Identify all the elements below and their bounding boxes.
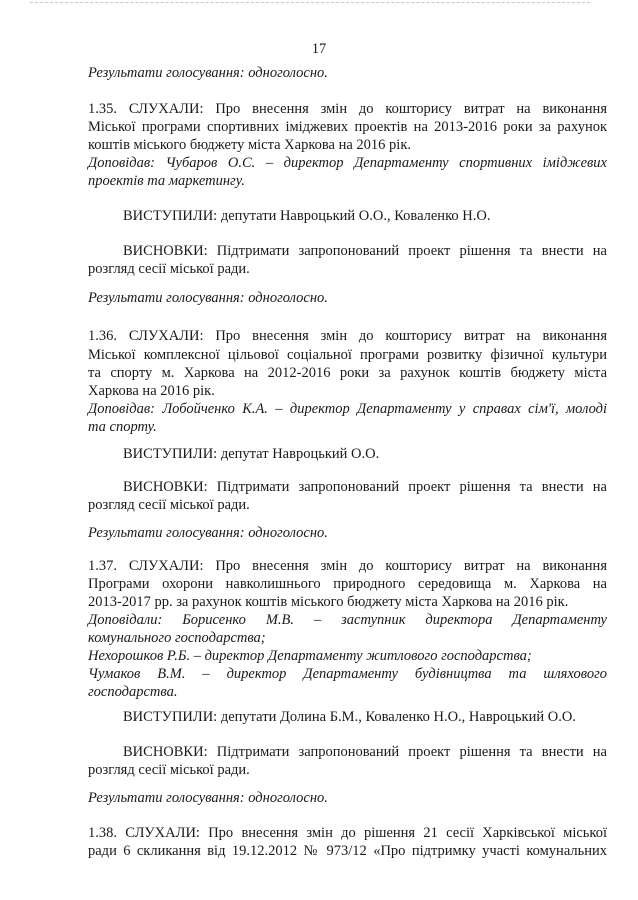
- speaker-1-35-line-2: проектів та маркетингу.: [88, 173, 245, 189]
- speaker-1-37-line-5: господарства.: [88, 684, 178, 700]
- speaker-1-37-line-3: Нехорошков Р.Б. – директор Департаменту житлового господарства;: [88, 648, 532, 664]
- heard-1-36-line-1: 1.36. СЛУХАЛИ: Про внесення змін до кошторису витрат на виконання: [88, 328, 607, 344]
- heard-1-35-line-3: коштів міського бюджету міста Харкова на 2016 рік.: [88, 137, 412, 153]
- heard-1-38-line-1: 1.38. СЛУХАЛИ: Про внесення змін до рішення 21 сесії Харківської міської: [88, 825, 607, 841]
- speaker-1-37-line-1: Доповідали: Борисенко М.В. – заступник директора Департаменту: [88, 612, 607, 628]
- voting-result-1-37: Результати голосування: одноголосно.: [88, 790, 328, 806]
- heard-1-37-line-2: Програми охорони навколишнього природного середовища м. Харкова на: [88, 576, 607, 592]
- speaker-1-36-line-2: та спорту.: [88, 419, 157, 435]
- heard-1-36-line-3: та спорту м. Харкова на 2012-2016 роки за рахунок коштів бюджету міста: [88, 365, 607, 381]
- conclusions-1-37-line-2: розгляд сесії міської ради.: [88, 762, 250, 778]
- heard-1-36-line-4: Харкова на 2016 рік.: [88, 383, 215, 399]
- conclusions-1-36-line-1: ВИСНОВКИ: Підтримати запропонований проект рішення та внести на: [123, 479, 607, 495]
- voting-result-1-36: Результати голосування: одноголосно.: [88, 525, 328, 541]
- heard-1-37-line-3: 2013-2017 рр. за рахунок коштів міського бюджету міста Харкова на 2016 рік.: [88, 594, 569, 610]
- spoke-1-36: ВИСТУПИЛИ: депутат Навроцький О.О.: [123, 446, 380, 462]
- speaker-1-36-line-1: Доповідав: Лобойченко К.А. – директор Департаменту у справах сім'ї, молоді: [88, 401, 607, 417]
- speaker-1-35-line-1: Доповідав: Чубаров О.С. – директор Департаменту спортивних іміджевих: [88, 155, 607, 171]
- voting-result-1-35: Результати голосування: одноголосно.: [88, 290, 328, 306]
- heard-1-36-line-2: Міської комплексної цільової соціальної програми розвитку фізичної культури: [88, 347, 607, 363]
- heard-1-38-line-2: ради 6 скликання від 19.12.2012 № 973/12 «Про підтримку участі комунальних: [88, 843, 607, 859]
- conclusions-1-35-line-1: ВИСНОВКИ: Підтримати запропонований проект рішення та внести на: [123, 243, 607, 259]
- spoke-1-35: ВИСТУПИЛИ: депутати Навроцький О.О., Коваленко Н.О.: [123, 208, 491, 224]
- conclusions-1-37-line-1: ВИСНОВКИ: Підтримати запропонований проект рішення та внести на: [123, 744, 607, 760]
- speaker-1-37-line-4: Чумаков В.М. – директор Департаменту будівництва та шляхового: [88, 666, 607, 682]
- scan-edge-divider: [30, 2, 590, 3]
- voting-result-1-34: Результати голосування: одноголосно.: [88, 65, 328, 81]
- heard-1-35-line-2: Міської програми спортивних іміджевих проектів на 2013-2016 роки за рахунок: [88, 119, 607, 135]
- conclusions-1-36-line-2: розгляд сесії міської ради.: [88, 497, 250, 513]
- speaker-1-37-line-2: комунального господарства;: [88, 630, 266, 646]
- page-number: 17: [311, 41, 327, 57]
- spoke-1-37: ВИСТУПИЛИ: депутати Долина Б.М., Коваленко Н.О., Навроцький О.О.: [123, 709, 576, 725]
- heard-1-35-line-1: 1.35. СЛУХАЛИ: Про внесення змін до кошторису витрат на виконання: [88, 101, 607, 117]
- conclusions-1-35-line-2: розгляд сесії міської ради.: [88, 261, 250, 277]
- heard-1-37-line-1: 1.37. СЛУХАЛИ: Про внесення змін до кошторису витрат на виконання: [88, 558, 607, 574]
